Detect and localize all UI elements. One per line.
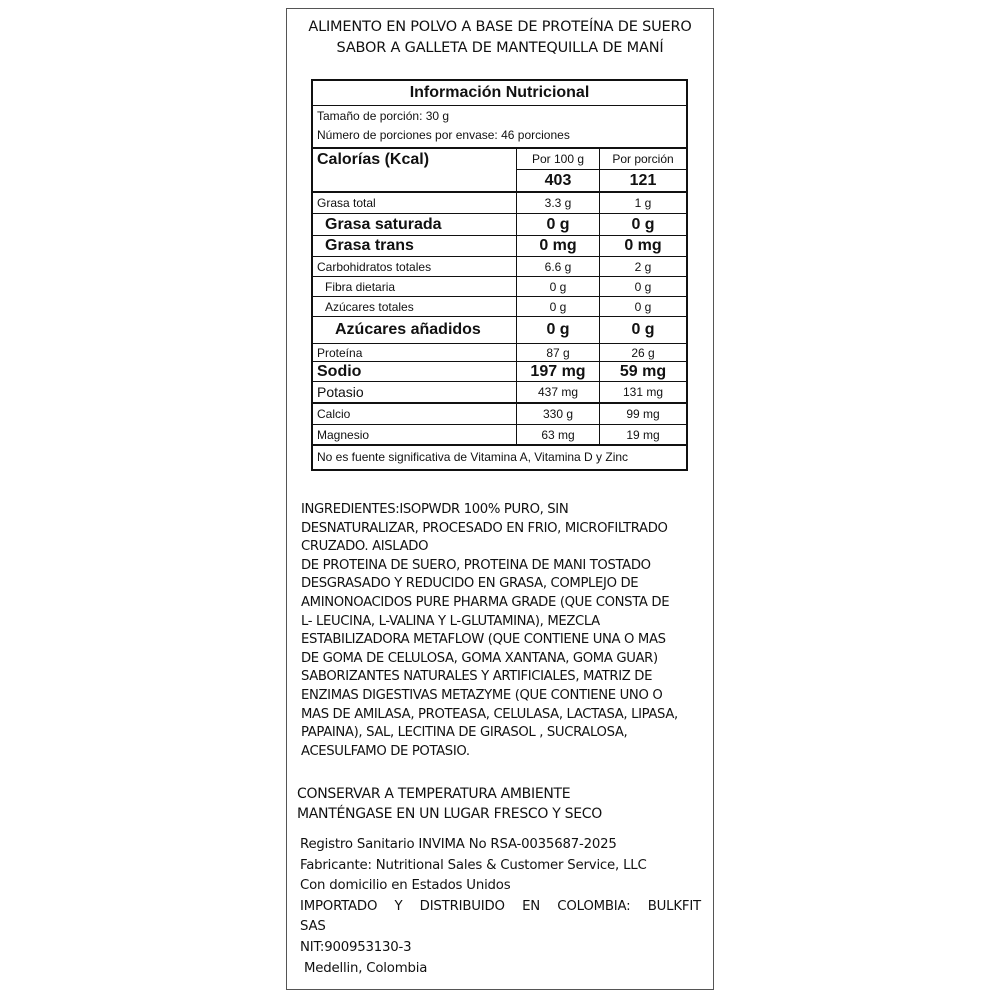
nutrient-row bbox=[313, 214, 686, 236]
storage-line: CONSERVAR A TEMPERATURA AMBIENTE bbox=[297, 786, 571, 802]
sanitary-registration: Registro Sanitario INVIMA No RSA-0035687-2025 bbox=[300, 837, 617, 852]
nutrient-row bbox=[313, 193, 686, 214]
nutrient-row bbox=[313, 362, 686, 382]
nutrient-per-serving: 99 mg bbox=[599, 404, 686, 424]
nutrient-name: Grasa saturada bbox=[325, 215, 442, 233]
nutrient-per-serving: 0 g bbox=[599, 214, 686, 235]
nutrient-row bbox=[313, 277, 686, 297]
domicile: Con domicilio en Estados Unidos bbox=[300, 878, 511, 894]
nutrient-per-100g: 63 mg bbox=[516, 425, 599, 444]
importer-word: BULKFIT bbox=[647, 898, 701, 914]
ingredients-text bbox=[301, 501, 701, 761]
tax-id: NIT:900953130-3 bbox=[300, 939, 412, 955]
nutrient-per-serving: 0 g bbox=[599, 317, 686, 343]
nutrition-facts-table bbox=[311, 79, 688, 471]
importer-word: DISTRIBUIDO bbox=[419, 898, 505, 914]
nutrient-per-100g: 0 g bbox=[516, 297, 599, 316]
nutrient-row bbox=[313, 382, 686, 404]
importer-word: EN bbox=[522, 898, 541, 914]
product-title-line: ALIMENTO EN POLVO A BASE DE PROTEÍNA DE SUERO bbox=[308, 19, 692, 35]
nutrient-name: Sodio bbox=[317, 362, 362, 380]
ingredients-line: ESTABILIZADORA METAFLOW (QUE CONTIENE UNA O MAS bbox=[301, 632, 666, 648]
storage-instructions bbox=[297, 784, 697, 824]
nutrient-per-100g: 197 mg bbox=[516, 362, 599, 381]
importer-word: Y bbox=[394, 898, 403, 914]
nutrient-per-serving: 131 mg bbox=[599, 382, 686, 402]
nutrient-row bbox=[313, 257, 686, 277]
nutrient-per-100g: 437 mg bbox=[516, 382, 599, 402]
ingredients-line: AMINONOACIDOS PURE PHARMA GRADE (QUE CONSTA DE bbox=[301, 594, 670, 610]
nutrition-facts-title: Información Nutricional bbox=[313, 81, 686, 106]
calories-label: Calorías (Kcal) bbox=[317, 151, 430, 168]
ingredients-line: DESGRASADO Y REDUCIDO EN GRASA, COMPLEJO DE bbox=[301, 576, 639, 592]
nutrient-per-serving: 2 g bbox=[599, 257, 686, 276]
ingredients-line: ENZIMAS DIGESTIVAS METAZYME (QUE CONTIENE UNO O bbox=[301, 687, 663, 703]
storage-line: MANTÉNGASE EN UN LUGAR FRESCO Y SECO bbox=[297, 806, 602, 822]
calories-row bbox=[313, 149, 686, 193]
nutrient-per-100g: 0 g bbox=[516, 214, 599, 235]
manufacturer: Fabricante: Nutritional Sales & Customer Service, LLC bbox=[300, 857, 647, 873]
importer-continuation: SAS bbox=[300, 919, 326, 935]
product-title-line: SABOR A GALLETA DE MANTEQUILLA DE MANÍ bbox=[336, 40, 664, 56]
nutrient-per-100g: 87 g bbox=[516, 344, 599, 361]
nutrient-row bbox=[313, 297, 686, 317]
nutrition-footnote: No es fuente significativa de Vitamina A, Vitamina D y Zinc bbox=[317, 450, 629, 464]
column-header-per-serving: Por porción bbox=[600, 149, 686, 170]
nutrient-per-100g: 6.6 g bbox=[516, 257, 599, 276]
nutrient-per-serving: 1 g bbox=[599, 193, 686, 213]
ingredients-line: CRUZADO. AISLADO bbox=[301, 539, 429, 555]
per-serving-column bbox=[599, 149, 686, 191]
importer-line bbox=[300, 897, 701, 918]
ingredients-line: DE GOMA DE CELULOSA, GOMA XANTANA, GOMA GUAR) bbox=[301, 650, 658, 666]
ingredients-line: MAS DE AMILASA, PROTEASA, CELULASA, LACTASA, LIPASA, bbox=[301, 706, 678, 722]
serving-size: Tamaño de porción: 30 g bbox=[317, 109, 450, 123]
product-label bbox=[286, 8, 714, 990]
calories-per-serving: 121 bbox=[629, 171, 657, 189]
nutrient-row bbox=[313, 425, 686, 446]
nutrient-name: Calcio bbox=[317, 407, 351, 421]
serving-info bbox=[313, 106, 686, 149]
nutrient-name: Potasio bbox=[317, 384, 364, 400]
column-header-per-100g: Por 100 g bbox=[517, 149, 599, 170]
registry-info bbox=[300, 835, 705, 979]
servings-per-container: Número de porciones por envase: 46 porciones bbox=[317, 128, 570, 142]
nutrient-per-serving: 0 mg bbox=[599, 236, 686, 256]
nutrient-per-100g: 0 mg bbox=[516, 236, 599, 256]
nutrient-name: Magnesio bbox=[317, 427, 370, 442]
per-100g-column bbox=[516, 149, 599, 191]
nutrient-row bbox=[313, 404, 686, 425]
nutrient-row bbox=[313, 344, 686, 362]
nutrient-per-serving: 26 g bbox=[599, 344, 686, 361]
nutrient-name: Carbohidratos totales bbox=[317, 259, 432, 274]
nutrient-name: Azúcares añadidos bbox=[335, 321, 481, 338]
ingredients-line: DE PROTEINA DE SUERO, PROTEINA DE MANI TOSTADO bbox=[301, 557, 651, 573]
nutrient-per-serving: 59 mg bbox=[599, 362, 686, 381]
nutrient-row bbox=[313, 236, 686, 257]
nutrient-per-serving: 0 g bbox=[599, 297, 686, 316]
nutrient-row bbox=[313, 317, 686, 344]
nutrient-name: Proteína bbox=[317, 345, 363, 360]
ingredients-line: ACESULFAMO DE POTASIO. bbox=[301, 743, 470, 759]
nutrient-per-100g: 3.3 g bbox=[516, 193, 599, 213]
nutrient-per-serving: 19 mg bbox=[599, 425, 686, 444]
nutrient-name: Fibra dietaria bbox=[325, 279, 396, 294]
ingredients-line: L- LEUCINA, L-VALINA Y L-GLUTAMINA), MEZCLA bbox=[301, 613, 600, 629]
ingredients-line: INGREDIENTES:ISOPWDR 100% PURO, SIN bbox=[301, 502, 569, 517]
ingredients-line: PAPAINA), SAL, LECITINA DE GIRASOL , SUCRALOSA, bbox=[301, 725, 628, 741]
nutrient-name: Grasa total bbox=[317, 196, 376, 210]
calories-per-100g: 403 bbox=[544, 171, 572, 189]
nutrient-name: Grasa trans bbox=[325, 237, 414, 254]
nutrient-per-100g: 0 g bbox=[516, 277, 599, 296]
importer-word: COLOMBIA: bbox=[557, 898, 631, 914]
ingredients-line: DESNATURALIZAR, PROCESADO EN FRIO, MICROFILTRADO bbox=[301, 520, 668, 536]
ingredients-line: SABORIZANTES NATURALES Y ARTIFICIALES, MATRIZ DE bbox=[301, 669, 653, 685]
nutrient-per-100g: 330 g bbox=[516, 404, 599, 424]
nutrient-per-serving: 0 g bbox=[599, 277, 686, 296]
importer-word: IMPORTADO bbox=[300, 898, 378, 914]
nutrient-name: Azúcares totales bbox=[325, 299, 414, 314]
city: Medellin, Colombia bbox=[300, 960, 428, 976]
product-title bbox=[287, 17, 713, 59]
nutrient-per-100g: 0 g bbox=[516, 317, 599, 343]
